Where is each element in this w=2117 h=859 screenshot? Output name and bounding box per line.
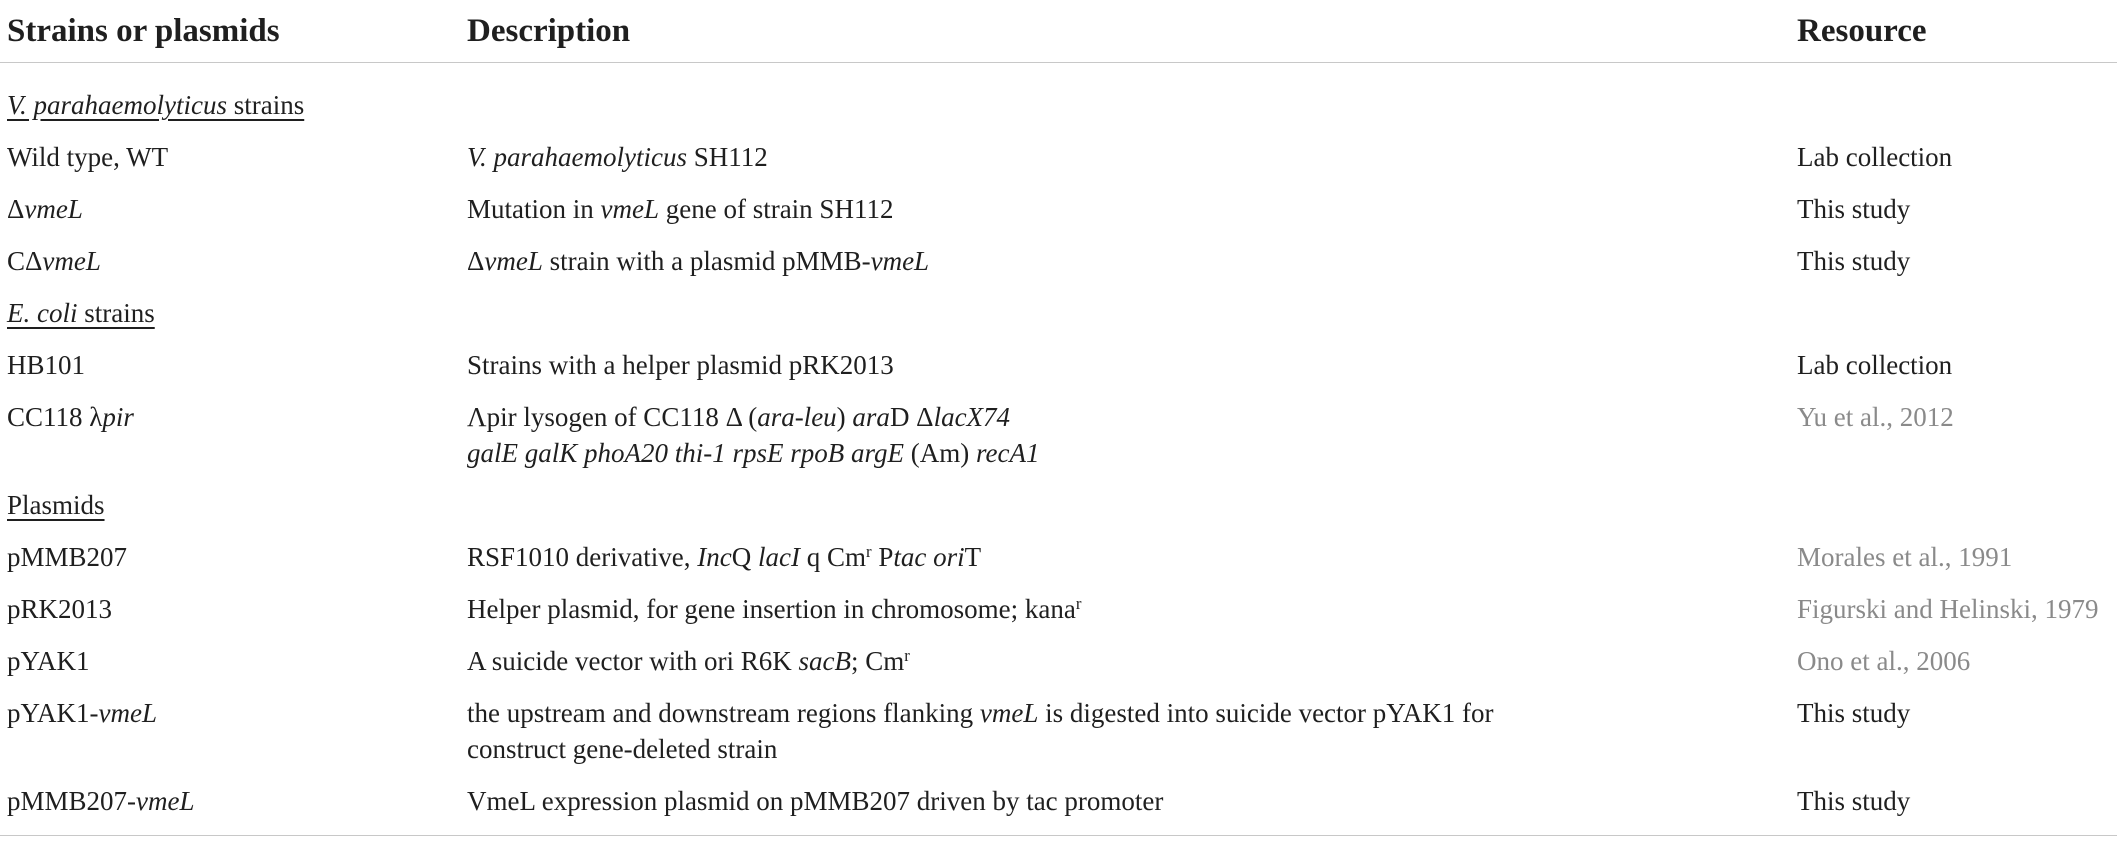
plasmid-resource: This study xyxy=(1797,698,1911,728)
strain-description: ΔvmeL strain with a plasmid pMMB-vmeL xyxy=(467,246,930,276)
reference-link[interactable]: Yu et al., 2012 xyxy=(1797,402,1954,432)
plasmid-name: pYAK1-vmeL xyxy=(7,698,157,728)
strain-resource: This study xyxy=(1797,194,1911,224)
strain-name: CΔvmeL xyxy=(7,246,101,276)
strain-description: Mutation in vmeL gene of strain SH112 xyxy=(467,194,894,224)
reference-link[interactable]: Morales et al., 1991 xyxy=(1797,542,2013,572)
plasmid-name: pYAK1 xyxy=(7,646,90,676)
strain-description: V. parahaemolyticus SH112 xyxy=(467,142,768,172)
strain-name: CC118 λpir xyxy=(7,402,134,432)
section-vp-strains xyxy=(0,63,2117,125)
plasmid-name: pMMB207-vmeL xyxy=(0,768,460,836)
reference-link[interactable]: Figurski and Helinski, 1979 xyxy=(1797,594,2099,624)
table-row xyxy=(0,628,2117,680)
strain-name: Wild type, WT xyxy=(7,142,169,172)
header-resource: Resource xyxy=(1790,0,2117,63)
plasmid-description: the upstream and downstream regions flanking vmeL is digested into suicide vector pYAK1 for construct gene-deleted strain xyxy=(467,698,1494,764)
strain-resource: This study xyxy=(1797,246,1911,276)
plasmid-description: A suicide vector with ori R6K sacB; Cm$^r$ xyxy=(467,645,910,676)
section-ecoli-strains xyxy=(0,280,2117,332)
plasmid-name: pRK2013 xyxy=(7,594,113,624)
table-row xyxy=(0,176,2117,228)
strain-description: Λpir lysogen of CC118 Δ (ara-leu) araD ΔlacX74 galE galK phoA20 thi-1 rpsE rpoB argE (Am) recA1 xyxy=(467,402,1040,468)
section-plasmids xyxy=(0,472,2117,524)
table-row xyxy=(0,384,2117,472)
plasmid-description: RSF1010 derivative, IncQ lacI q Cm$^r$ Ptac oriT xyxy=(467,541,982,572)
header-description: Description xyxy=(460,0,1790,63)
strain-name: ΔvmeL xyxy=(7,194,83,224)
header-strains-or-plasmids: Strains or plasmids xyxy=(0,0,460,63)
strain-resource: Lab collection xyxy=(1797,142,1953,172)
strain-resource: Lab collection xyxy=(1797,350,1953,380)
table-row xyxy=(0,576,2117,628)
table-row xyxy=(0,228,2117,280)
table-row xyxy=(0,680,2117,768)
header-row xyxy=(0,0,2117,63)
plasmid-resource: This study xyxy=(1790,768,2117,836)
strain-description: Strains with a helper plasmid pRK2013 xyxy=(467,350,894,380)
section-label: Plasmids xyxy=(7,490,105,520)
strain-name: HB101 xyxy=(7,350,86,380)
plasmid-name: pMMB207 xyxy=(7,542,128,572)
table-row xyxy=(0,332,2117,384)
table-row xyxy=(0,524,2117,576)
table-row xyxy=(0,768,2117,836)
plasmid-description: VmeL expression plasmid on pMMB207 driven by tac promoter xyxy=(460,768,1790,836)
plasmid-description: Helper plasmid, for gene insertion in chromosome; kana$^r$ xyxy=(467,593,1082,624)
table-row xyxy=(0,124,2117,176)
section-label: E. coli strains xyxy=(7,298,155,328)
reference-link[interactable]: Ono et al., 2006 xyxy=(1797,646,1971,676)
section-label: V. parahaemolyticus strains xyxy=(7,90,305,120)
